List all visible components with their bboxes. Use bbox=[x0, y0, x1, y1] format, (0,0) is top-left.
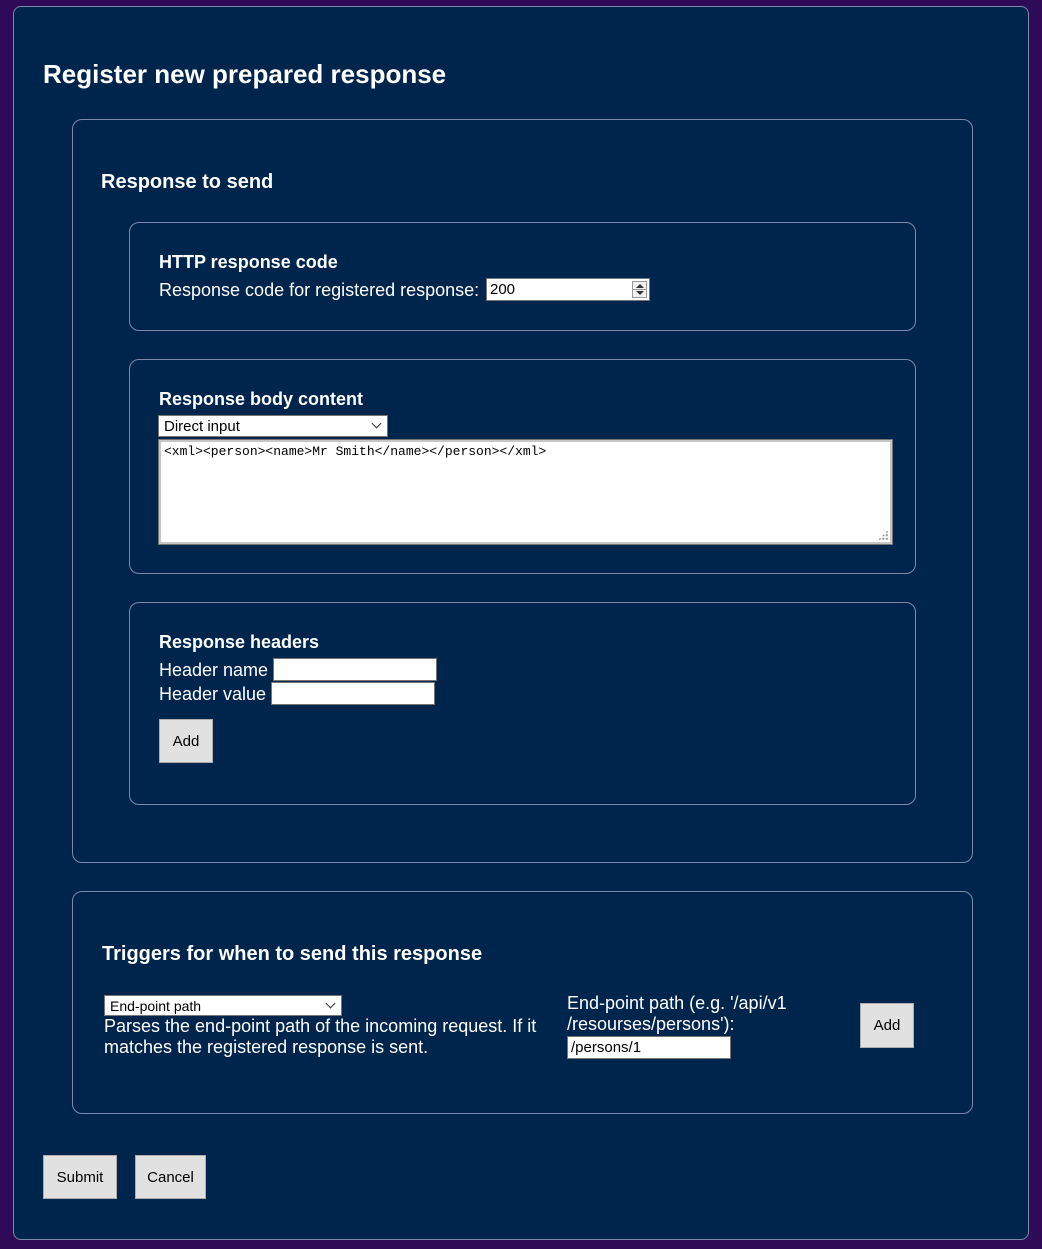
body-mode-value: Direct input bbox=[164, 418, 240, 435]
endpoint-path-label-line1: End-point path (e.g. '/api/v1 bbox=[567, 993, 787, 1013]
response-code-input[interactable] bbox=[486, 278, 650, 301]
add-header-button[interactable]: Add bbox=[159, 719, 213, 763]
response-code-box bbox=[129, 222, 916, 331]
body-mode-select[interactable] bbox=[158, 415, 388, 437]
response-body-box bbox=[129, 359, 916, 574]
resize-grip-icon[interactable] bbox=[878, 530, 888, 540]
response-section-title: Response to send bbox=[101, 171, 274, 193]
chevron-down-icon bbox=[372, 419, 382, 429]
trigger-type-select[interactable] bbox=[104, 995, 342, 1016]
header-name-input[interactable] bbox=[273, 658, 437, 681]
triggers-section-title: Triggers for when to send this response bbox=[102, 943, 483, 965]
response-headers-title: Response headers bbox=[159, 632, 320, 652]
triggers-section bbox=[72, 891, 973, 1114]
chevron-down-icon bbox=[326, 999, 336, 1009]
response-headers-box bbox=[129, 602, 916, 805]
trigger-description-line2: matches the registered response is sent. bbox=[104, 1037, 429, 1057]
response-section bbox=[72, 119, 973, 863]
trigger-type-value: End-point path bbox=[110, 998, 202, 1014]
cancel-button[interactable]: Cancel bbox=[135, 1155, 206, 1199]
header-value-input[interactable] bbox=[271, 682, 435, 705]
response-code-spinner[interactable] bbox=[632, 281, 647, 298]
response-code-label: Response code for registered response: bbox=[159, 280, 480, 300]
response-body-title: Response body content bbox=[159, 389, 364, 409]
trigger-description-line1: Parses the end-point path of the incoming request. If it bbox=[104, 1016, 537, 1036]
add-trigger-button[interactable]: Add bbox=[860, 1003, 914, 1048]
endpoint-path-input[interactable] bbox=[567, 1036, 731, 1059]
header-value-label: Header value bbox=[159, 684, 267, 704]
spinner-divider bbox=[633, 289, 646, 290]
main-panel bbox=[13, 6, 1029, 1240]
body-content-text: <xml><person><name>Mr Smith</name></person></xml> bbox=[164, 444, 547, 459]
header-name-label: Header name bbox=[159, 660, 269, 680]
page-title: Register new prepared response bbox=[43, 59, 447, 89]
submit-button[interactable]: Submit bbox=[43, 1155, 117, 1199]
endpoint-path-label-line2: /resourses/persons'): bbox=[567, 1014, 735, 1034]
response-code-value: 200 bbox=[490, 281, 516, 298]
body-content-textarea[interactable] bbox=[159, 440, 892, 544]
spin-up-icon[interactable] bbox=[636, 284, 644, 288]
spin-down-icon[interactable] bbox=[636, 291, 644, 295]
response-code-title: HTTP response code bbox=[159, 252, 338, 272]
